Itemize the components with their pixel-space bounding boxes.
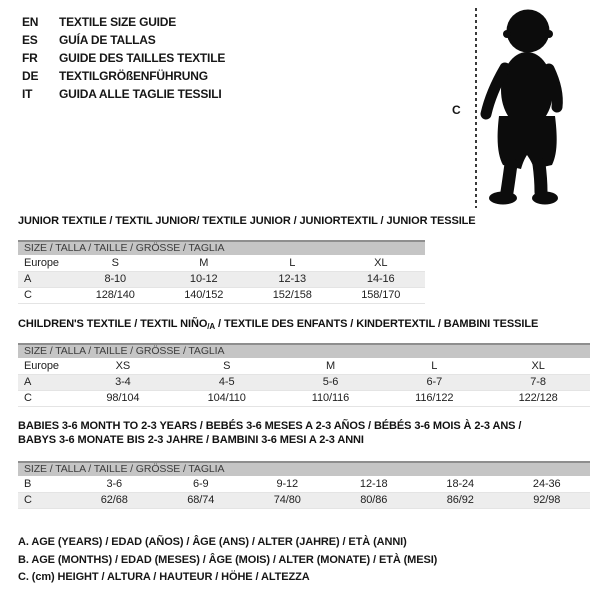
language-title: TEXTILE SIZE GUIDE xyxy=(59,15,177,29)
height-cell: 152/158 xyxy=(248,287,337,303)
height-cell: 80/86 xyxy=(331,492,418,508)
children-title-sub: /A xyxy=(207,322,216,331)
height-cell: 104/110 xyxy=(175,390,279,406)
table-row xyxy=(18,390,590,406)
footnote-c: C. (cm) HEIGHT / ALTURA / HAUTEUR / HÖHE / ALTEZZA xyxy=(18,571,310,583)
row-label: C xyxy=(18,287,71,303)
size-cell: M xyxy=(160,255,249,271)
height-cell: 128/140 xyxy=(71,287,160,303)
age-cell: 14-16 xyxy=(337,271,426,287)
age-cell: 3-4 xyxy=(71,374,175,390)
size-cell: L xyxy=(382,358,486,374)
list-item xyxy=(22,67,225,85)
language-title-list xyxy=(22,13,225,103)
footnote-b: B. AGE (MONTHS) / EDAD (MESES) / ÂGE (MOIS) / ALTER (MONATE) / ETÀ (MESI) xyxy=(18,553,438,566)
size-cell: S xyxy=(71,255,160,271)
age-cell: 5-6 xyxy=(279,374,383,390)
language-title: GUIDE DES TAILLES TEXTILE xyxy=(59,51,226,65)
list-item xyxy=(22,85,225,103)
age-cell: 6-7 xyxy=(382,374,486,390)
height-dotted-line xyxy=(475,8,477,208)
language-code: DE xyxy=(22,69,39,83)
row-label: B xyxy=(18,476,71,492)
language-title: GUÍA DE TALLAS xyxy=(59,33,156,47)
height-marker-label: C xyxy=(452,103,461,117)
age-cell: 3-6 xyxy=(71,476,158,492)
age-cell: 24-36 xyxy=(504,476,591,492)
age-cell: 10-12 xyxy=(160,271,249,287)
babies-section-title xyxy=(18,419,521,447)
height-cell: 68/74 xyxy=(158,492,245,508)
size-cell: XL xyxy=(486,358,590,374)
row-label: A xyxy=(18,271,71,287)
table-row xyxy=(18,374,590,390)
table-row xyxy=(18,271,425,287)
children-size-table xyxy=(18,343,590,407)
size-cell: L xyxy=(248,255,337,271)
height-cell: 62/68 xyxy=(71,492,158,508)
footnote-a: A. AGE (YEARS) / EDAD (AÑOS) / ÂGE (ANS) / ALTER (JAHRE) / ETÀ (ANNI) xyxy=(18,536,407,548)
language-code: IT xyxy=(22,87,33,101)
language-title: TEXTILGRÖßENFÜHRUNG xyxy=(59,69,208,83)
row-label: Europe xyxy=(18,255,71,271)
height-cell: 122/128 xyxy=(486,390,590,406)
babies-size-table xyxy=(18,461,590,509)
language-title: GUIDA ALLE TAGLIE TESSILI xyxy=(59,87,222,101)
height-cell: 158/170 xyxy=(337,287,426,303)
baby-silhouette-image xyxy=(479,6,569,208)
height-cell: 86/92 xyxy=(417,492,504,508)
table-row xyxy=(18,358,590,374)
height-cell: 74/80 xyxy=(244,492,331,508)
language-code: ES xyxy=(22,33,38,47)
footnote-legend xyxy=(18,534,437,587)
list-item xyxy=(22,13,225,31)
language-code: FR xyxy=(22,51,38,65)
size-cell: S xyxy=(175,358,279,374)
size-header-bar: SIZE / TALLA / TAILLE / GRÖSSE / TAGLIA xyxy=(18,461,590,476)
table-row xyxy=(18,255,425,271)
children-section-title xyxy=(18,317,538,334)
size-cell: XS xyxy=(71,358,175,374)
size-cell: M xyxy=(279,358,383,374)
size-header-bar: SIZE / TALLA / TAILLE / GRÖSSE / TAGLIA xyxy=(18,343,590,358)
height-cell: 92/98 xyxy=(504,492,591,508)
row-label: C xyxy=(18,390,71,406)
row-label: A xyxy=(18,374,71,390)
age-cell: 12-13 xyxy=(248,271,337,287)
children-title-pre: CHILDREN'S TEXTILE / TEXTIL NIÑO xyxy=(18,318,208,330)
junior-size-table xyxy=(18,240,425,304)
age-cell: 4-5 xyxy=(175,374,279,390)
row-label: C xyxy=(18,492,71,508)
size-header-bar: SIZE / TALLA / TAILLE / GRÖSSE / TAGLIA xyxy=(18,240,425,255)
age-cell: 12-18 xyxy=(331,476,418,492)
list-item xyxy=(22,49,225,67)
babies-title-line1: BABIES 3-6 MONTH TO 2-3 YEARS / BEBÉS 3-6 MESES A 2-3 AÑOS / BÉBÉS 3-6 MOIS À 2-3 ANS / xyxy=(18,420,522,432)
height-cell: 116/122 xyxy=(382,390,486,406)
age-cell: 9-12 xyxy=(244,476,331,492)
table-row xyxy=(18,476,590,492)
table-row xyxy=(18,492,590,508)
age-cell: 6-9 xyxy=(158,476,245,492)
age-cell: 8-10 xyxy=(71,271,160,287)
language-code: EN xyxy=(22,15,39,29)
size-cell: XL xyxy=(337,255,426,271)
list-item xyxy=(22,31,225,49)
height-cell: 110/116 xyxy=(279,390,383,406)
age-cell: 7-8 xyxy=(486,374,590,390)
table-row xyxy=(18,287,425,303)
junior-section-title: JUNIOR TEXTILE / TEXTIL JUNIOR/ TEXTILE JUNIOR / JUNIORTEXTIL / JUNIOR TESSILE xyxy=(18,215,476,227)
children-title-post: / TEXTILE DES ENFANTS / KINDERTEXTIL / BAMBINI TESSILE xyxy=(215,318,539,330)
age-cell: 18-24 xyxy=(417,476,504,492)
height-cell: 140/152 xyxy=(160,287,249,303)
babies-title-line2: BABYS 3-6 MONATE BIS 2-3 JAHRE / BAMBINI 3-6 MESI A 2-3 ANNI xyxy=(18,434,364,446)
height-cell: 98/104 xyxy=(71,390,175,406)
row-label: Europe xyxy=(18,358,71,374)
